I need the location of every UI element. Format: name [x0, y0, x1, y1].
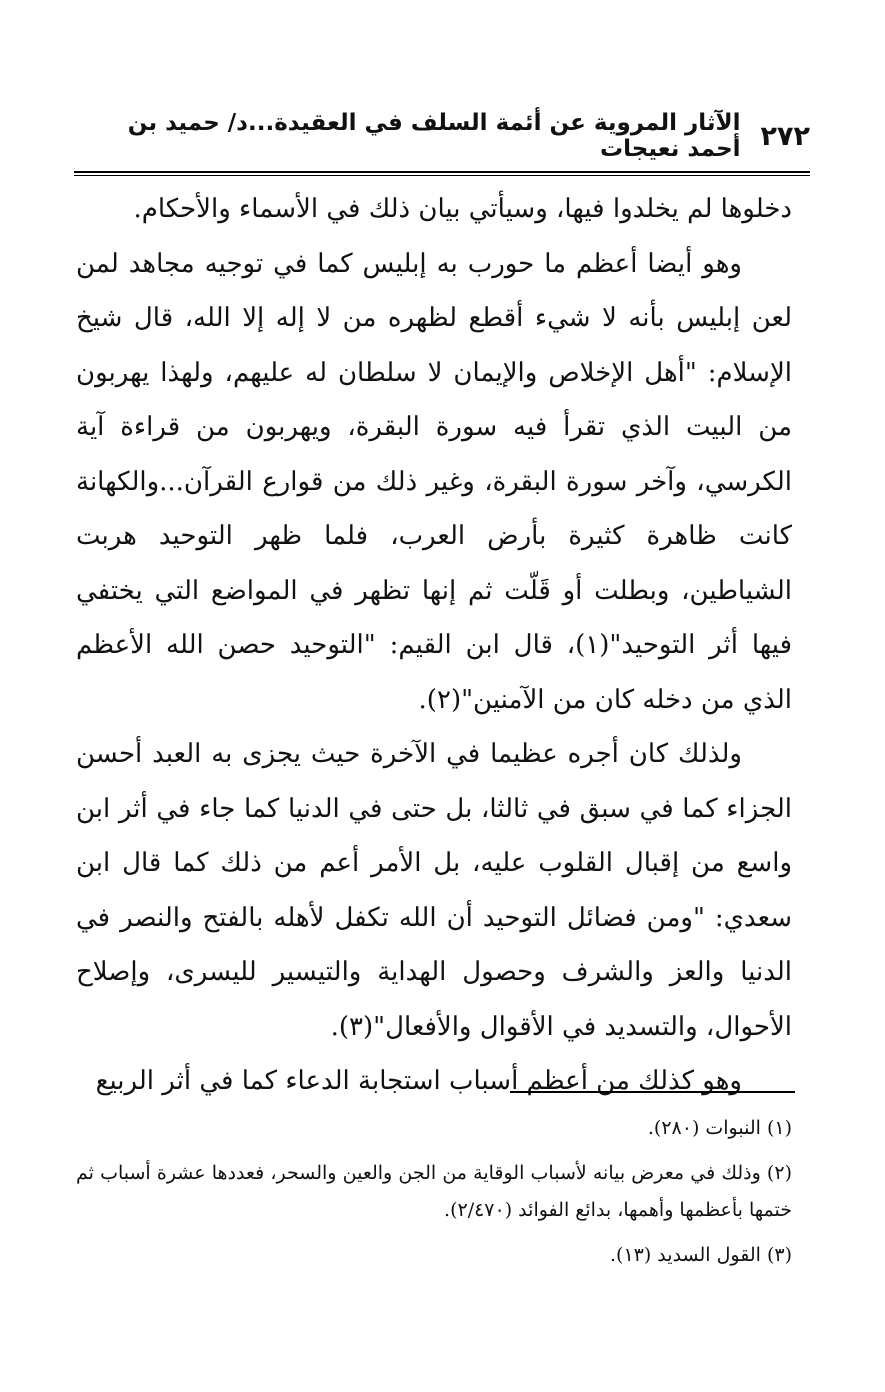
header-rule [74, 171, 810, 176]
page-number: ٢٧٢ [760, 120, 810, 152]
paragraph: ولذلك كان أجره عظيما في الآخرة حيث يجزى به العبد أحسن الجزاء كما في سبق في ثالثا، بل حتى في الدنيا كما جاء في أثر ابن واسع من إقبال القلوب عليه، بل الأمر أعم من ذلك كما قال ابن سعدي: "ومن فضائل التوحيد أن الله تكفل لأهله بالفتح والنصر في الدنيا والعز والشرف وحصول الهداية والتيسير لليسرى، وإصلاح الأحوال، والتسديد في الأقوال والأفعال"(٣). [76, 739, 792, 1042]
paragraph: وهو أيضا أعظم ما حورب به إبليس كما في توجيه مجاهد لمن لعن إبليس بأنه لا شيء أقطع لظهره من لا إله إلا الله، قال شيخ الإسلام: "أهل الإخلاص والإيمان لا سلطان له عليهم، ولهذا يهربون من البيت الذي تقرأ فيه سورة البقرة، ويهربون من قراءة آية الكرسي، وآخر سورة البقرة، وغير ذلك من قوارع القرآن...والكهانة كانت ظاهرة كثيرة بأرض العرب، فلما ظهر التوحيد هربت الشياطين، وبطلت أو قَلّت ثم إنها تظهر في المواضع التي يختفي فيها أثر التوحيد"(١)، قال ابن القيم: "التوحيد حصن الله الأعظم الذي من دخله كان من الآمنين"(٢). [76, 248, 793, 715]
running-title: الآثار المروية عن أئمة السلف في العقيدة...د/ حميد بن أحمد نعيجات [127, 110, 741, 162]
footnote-rule [510, 1091, 795, 1093]
page-header [70, 112, 810, 160]
footnote: (٢) وذلك في معرض بيانه لأسباب الوقاية من الجن والعين والسحر، فعددها عشرة أسباب ثم ختمها بأعظمها وأهمها، بدائع الفوائد (٢/٤٧٠). [76, 1162, 792, 1221]
paragraph: وهو كذلك من أعظم أسباب استجابة الدعاء كما في أثر الربيع [95, 1066, 742, 1096]
paragraph: دخلوها لم يخلدوا فيها، وسيأتي بيان ذلك في الأسماء والأحكام. [133, 194, 792, 224]
footnotes [76, 1110, 792, 1282]
footnote: (١) النبوات (٢٨٠). [647, 1117, 792, 1139]
body-text [76, 182, 792, 1109]
footnote: (٣) القول السديد (١٣). [609, 1244, 792, 1266]
